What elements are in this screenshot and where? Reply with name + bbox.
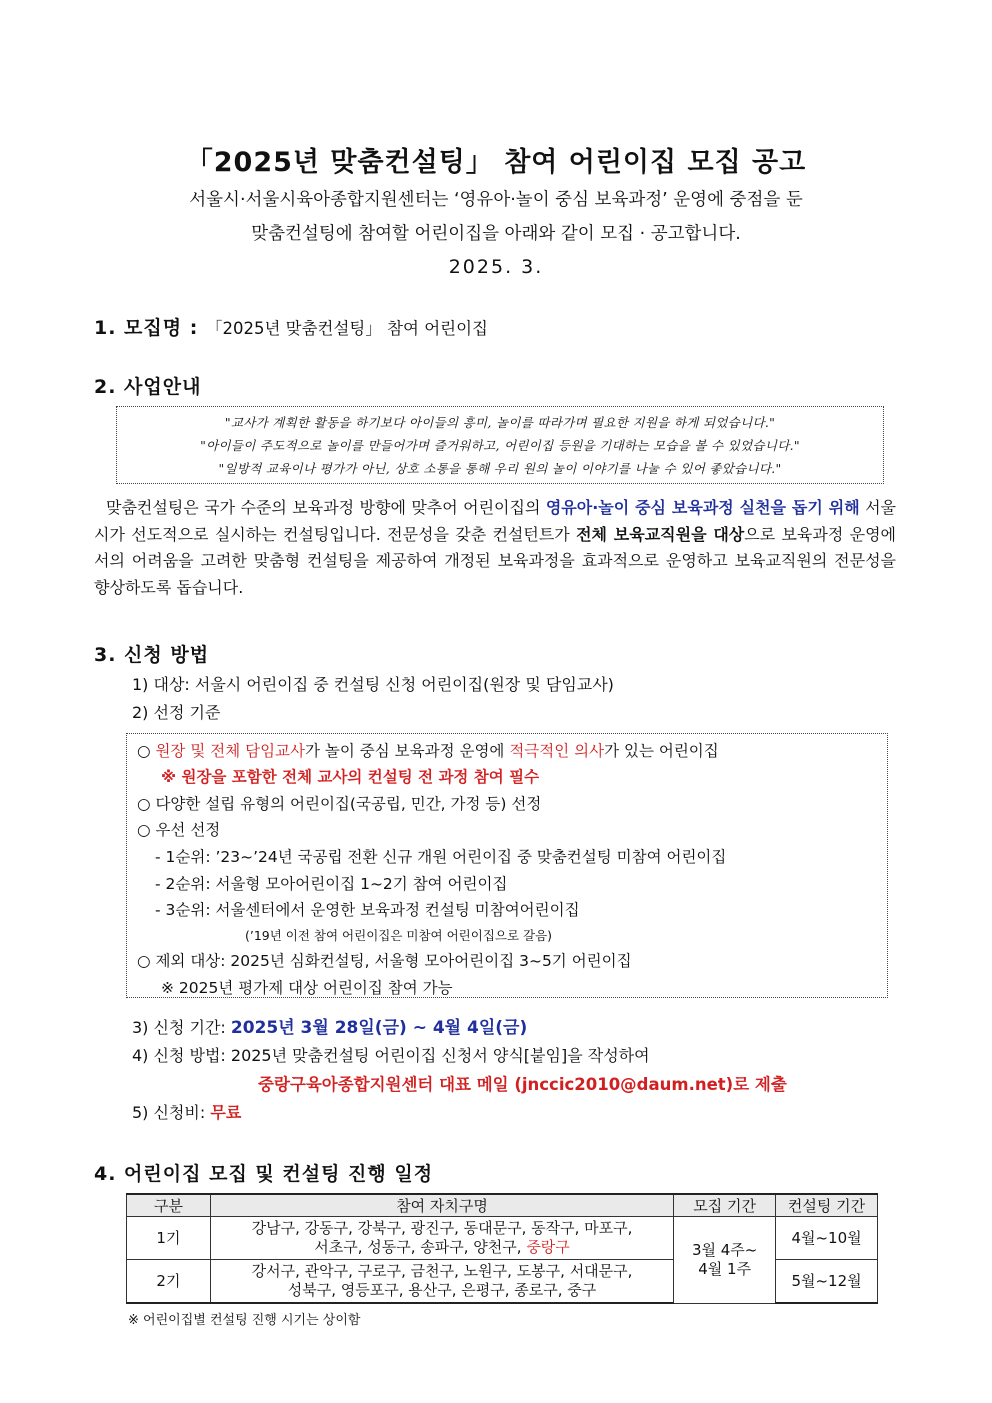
description-text: 서울시가 선도적으로 실시하는 컨설팅입니다. 전문성을 갖춘 컨설턴트가: [94, 498, 896, 544]
criterion-1-red2: 적극적인 의사: [509, 742, 605, 760]
recruit-line: 3월 4주~: [691, 1240, 758, 1259]
testimonial-quote: "교사가 계획한 활동을 하기보다 아이들의 흥미, 놀이를 따라가며 필요한 지원을 하게 되었습니다.": [224, 415, 776, 430]
subtitle-line-2: 맞춤컨설팅에 참여할 어린이집을 아래와 같이 모집 · 공고합니다.: [251, 224, 741, 244]
table-header-row: [127, 1194, 878, 1217]
period-item: [132, 1013, 527, 1038]
districts-highlight: 중랑구: [526, 1238, 570, 1256]
group-cell: 1기: [127, 1217, 211, 1260]
testimonial-box: [116, 406, 884, 484]
section-1-value: 「2025년 맞춤컨설팅」 참여 어린이집: [205, 319, 488, 338]
announcement-date: 2025. 3.: [448, 256, 544, 278]
testimonial-quote: "아이들이 주도적으로 놀이를 만들어가며 즐거워하고, 어린이집 등원을 기대하는 모습을 볼 수 있었습니다.": [200, 438, 800, 453]
description-emphasis: 전체 보육교직원을 대상: [576, 524, 745, 544]
criterion-4: ○ 제외 대상: 2025년 심화컨설팅, 서울형 모아어린이집 3~5기 어린이집: [137, 952, 632, 970]
criterion-4-note: ※ 2025년 평가제 대상 어린이집 참여 가능: [161, 979, 453, 997]
program-description: [94, 495, 896, 601]
districts-line: [215, 1238, 669, 1257]
criteria-box: [126, 733, 888, 998]
recruit-line: 4월 1주: [698, 1259, 752, 1278]
description-text: 으로 보육과정 운영에서의 어려움을 고려한 맞춤형 컨설팅을 제공하여 개정된 보육과정을 효과적으로 운영하고 보육교직원의 전문성을 향상하도록 돕습니다.: [94, 524, 896, 597]
criterion-1-end: 가 있는 어린이집: [604, 742, 719, 760]
subtitle-line-1: 서울시·서울시육아종합지원센터는 ‘영유아·놀이 중심 보육과정’ 운영에 중점을 둔: [189, 190, 803, 210]
schedule-note: ※ 어린이집별 컨설팅 진행 시기는 상이함: [128, 1313, 361, 1328]
consult-period-cell: 5월~12월: [776, 1260, 878, 1304]
criterion-1-note: ※ 원장을 포함한 전체 교사의 컨설팅 전 과정 참여 필수: [161, 768, 540, 786]
description-text: 맞춤컨설팅은 국가 수준의 보육과정 방향에 맞추어 어린이집의: [106, 498, 546, 517]
page-title: 「2025년 맞춤컨설팅」 참여 어린이집 모집 공고: [185, 147, 807, 178]
districts-line: 강남구, 강동구, 강북구, 광진구, 동대문구, 동작구, 마포구,: [251, 1219, 633, 1237]
table-header: 참여 자치구명: [210, 1194, 673, 1217]
priority-2: - 2순위: 서울형 모아어린이집 1~2기 참여 어린이집: [155, 875, 508, 893]
districts-line: 강서구, 관악구, 구로구, 금천구, 노원구, 도봉구, 서대문구,: [251, 1262, 633, 1280]
priority-3-note: (’19년 이전 참여 어린이집은 미참여 어린이집으로 갈음): [245, 928, 553, 943]
table-header: 컨설팅 기간: [776, 1194, 878, 1217]
criterion-2: ○ 다양한 설립 유형의 어린이집(국공립, 민간, 가정 등) 선정: [137, 795, 542, 813]
group-cell: 2기: [127, 1260, 211, 1304]
table-header: 구분: [127, 1194, 211, 1217]
schedule-table: [126, 1193, 878, 1304]
recruit-period-cell: [674, 1217, 776, 1304]
description-emphasis: 영유아·놀이 중심 보육과정 실천을 돕기 위해: [545, 498, 860, 517]
period-value: 2025년 3월 28일(금) ~ 4월 4일(금): [230, 1018, 528, 1038]
priority-3: - 3순위: 서울센터에서 운영한 보육과정 컨설팅 미참여어린이집: [155, 901, 580, 919]
consult-period-cell: 4월~10월: [776, 1217, 878, 1260]
fee-item: [132, 1100, 241, 1123]
criteria-label: 2) 선정 기준: [132, 703, 221, 722]
criterion-1-mid: 가 놀이 중심 보육과정 운영에: [305, 742, 510, 760]
priority-1: - 1순위: ’23~’24년 국공립 전환 신규 개원 어린이집 중 맞춤컨설팅 미참여 어린이집: [155, 848, 727, 866]
section-4-heading: 4. 어린이집 모집 및 컨설팅 진행 일정: [94, 1163, 434, 1185]
section-3-heading: 3. 신청 방법: [94, 644, 210, 666]
fee-value: 무료: [210, 1103, 242, 1122]
districts-cell: [210, 1217, 673, 1260]
method-item: 4) 신청 방법: 2025년 맞춤컨설팅 어린이집 신청서 양식[붙임]을 작성하여: [132, 1046, 650, 1065]
districts-text: 서초구, 성동구, 송파구, 양천구,: [314, 1238, 527, 1256]
criterion-1-red: 원장 및 전체 담임교사: [155, 742, 305, 760]
section-1-heading: [94, 313, 488, 340]
method-email: 중랑구육아종합지원센터 대표 메일 (jnccic2010@daum.net)로 제출: [258, 1075, 787, 1094]
table-header: 모집 기간: [674, 1194, 776, 1217]
section-2-heading: 2. 사업안내: [94, 376, 202, 398]
period-label: 3) 신청 기간:: [132, 1018, 226, 1037]
section-1-title: 1. 모집명 :: [94, 317, 199, 339]
criterion-1: ○ 원장 및 전체 담임교사가 놀이 중심 보육과정 운영에 적극적인 의사가 있는 어린이집: [137, 742, 719, 760]
districts-cell: [210, 1260, 673, 1304]
districts-line: 성북구, 영등포구, 용산구, 은평구, 종로구, 중구: [287, 1281, 597, 1299]
fee-label: 5) 신청비:: [132, 1103, 206, 1122]
target-item: 1) 대상: 서울시 어린이집 중 컨설팅 신청 어린이집(원장 및 담임교사): [132, 675, 614, 694]
criterion-3: ○ 우선 선정: [137, 821, 221, 839]
testimonial-quote: "일방적 교육이나 평가가 아닌, 상호 소통을 통해 우리 원의 놀이 이야기를 나눌 수 있어 좋았습니다.": [218, 461, 782, 476]
table-row: [127, 1217, 878, 1260]
